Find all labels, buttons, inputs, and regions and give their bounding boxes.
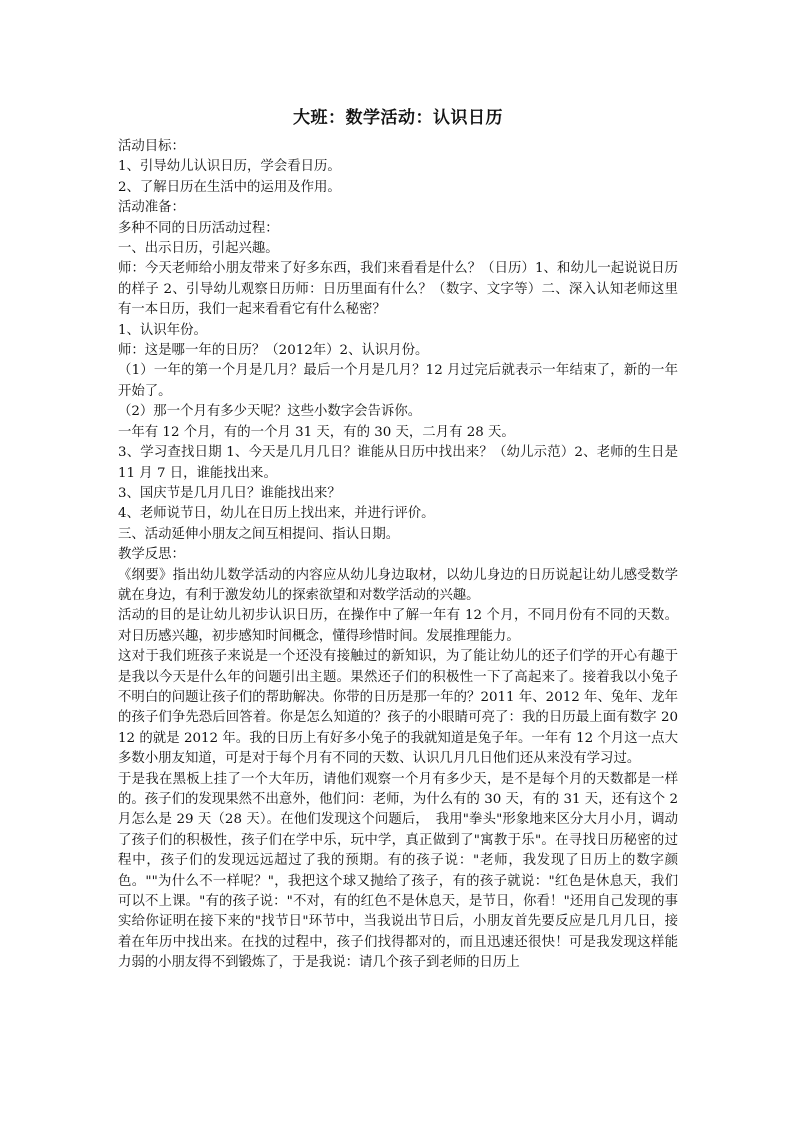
paragraph: 教学反思： <box>118 547 185 563</box>
paragraph: 师：这是哪一年的日历？（2012年）2、认识月份。 <box>118 343 429 359</box>
paragraph: 多种不同的日历活动过程： <box>118 220 279 236</box>
paragraph: 一、出示日历，引起兴趣。 <box>118 241 279 257</box>
paragraph: 三、活动延伸小朋友之间互相提问、指认日期。 <box>118 526 400 542</box>
paragraph: 于是我在黑板上挂了一个大年历，请他们观察一个月有多少天，是不是每个月的天数都是一样的。孩子们的发现果然不出意外，他们问：老师，为什么有的 30 天，有的 31 天，还有这个 2 月怎么是 29 天（28 天）。在他们发现这个问题后， 我用"拳头"形象地来区分大月小月，调动了孩子们的积极性，孩子们在学中乐，玩中学，真正做到了"寓教于乐"。在寻找日历秘密的过程中，孩子们的发现远远超过了我的预期。有的孩子说："老师，我发现了日历上的数字颜色。""为什么不一样呢？"，我把这个球又抛给了孩子，有的孩子就说："红色是休息天，我们可以不上课。"有的孩子说："不对，有的红色不是休息天，是节日，你看！"还用自己发现的事实给你证明在接下来的"找节日"环节中，当我说出节日后，小朋友首先要反应是几月几日，接着在年历中找出来。在找的过程中，孩子们找得都对的，而且迅速还很快！可是我发现这样能力弱的小朋友得不到锻炼了，于是我说：请几个孩子到老师的日历上 <box>118 771 678 971</box>
paragraph: （1）一年的第一个月是几月？最后一个月是几月？12 月过完后就表示一年结束了，新的一年开始了。 <box>118 363 678 399</box>
paragraph: （2）那一个月有多少天呢？这些小数字会告诉你。 <box>118 404 422 420</box>
paragraph: 3、国庆节是几月几日？谁能找出来？ <box>118 485 341 501</box>
paragraph: 4、老师说节日，幼儿在日历上找出来，并进行评价。 <box>118 506 435 522</box>
paragraph: 1、引导幼儿认识日历，学会看日历。 <box>118 159 341 175</box>
paragraph: 这对于我们班孩子来说是一个还没有接触过的新知识，为了能让幼儿的还子们学的开心有趣于是我以今天是什么年的问题引出主题。果然还子们的积极性一下了高起来了。接着我以小兔子不明白的问题让孩子们的帮助解决。你带的日历是那一年的？2011 年、2012 年、兔年、龙年的孩子们争先恐后回答着。你是怎么知道的？孩子的小眼睛可亮了：我的日历最上面有数字 2012 的就是 2012 年。我的日历上有好多小兔子的我就知道是兔子年。一年有 12 个月这一点大多数小朋友知道，可是对于每个月有不同的天数、认识几月几日他们还从来没有学习过。 <box>118 649 678 767</box>
document-title: 大班：数学活动：认识日历 <box>293 108 503 128</box>
document-page <box>118 103 678 974</box>
paragraph: 《纲要》指出幼儿数学活动的内容应从幼儿身边取材，以幼儿身边的日历说起让幼儿感受数学就在身边，有利于激发幼儿的探索欲望和对数学活动的兴趣。 <box>118 567 678 603</box>
paragraph: 1、认识年份。 <box>118 322 207 338</box>
paragraph: 2、了解日历在生活中的运用及作用。 <box>118 179 341 195</box>
document-body <box>118 137 678 974</box>
paragraph: 3、学习查找日期 1、今天是几月几日？谁能从日历中找出来？（幼儿示范）2、老师的生日是 11 月 7 日，谁能找出来。 <box>118 445 678 481</box>
paragraph: 一年有 12 个月，有的一个月 31 天，有的 30 天，二月有 28 天。 <box>118 424 515 440</box>
paragraph: 师：今天老师给小朋友带来了好多东西，我们来看看是什么？（日历）1、和幼儿一起说说日历的样子 2、引导幼儿观察日历师：日历里面有什么？（数字、文字等）二、深入认知老师这里有一本日历，我们一起来看看它有什么秘密？ <box>118 261 678 318</box>
paragraph: 活动准备： <box>118 200 185 216</box>
paragraph: 活动的目的是让幼儿初步认识日历，在操作中了解一年有 12 个月，不同月份有不同的天数。对日历感兴趣，初步感知时间概念，懂得珍惜时间。发展推理能力。 <box>118 608 678 644</box>
paragraph: 活动目标： <box>118 139 185 154</box>
